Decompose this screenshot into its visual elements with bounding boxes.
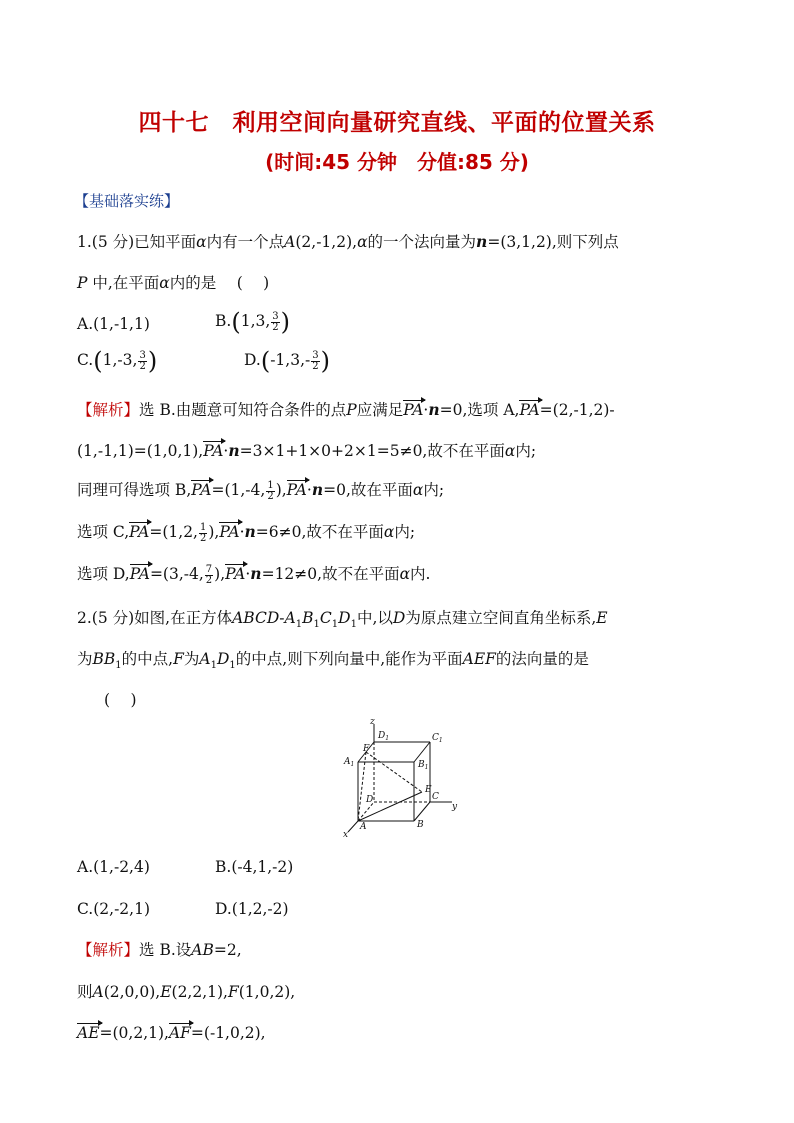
q2-stem-line2: 为$BB_1$的中点,F为$A_1D_1$的中点,则下列向量中,能作为平面AEF的法向量的是 (77, 650, 589, 672)
svg-text:F: F (363, 744, 370, 754)
svg-text:E: E (425, 785, 432, 795)
svg-text:A1: $A_1$ (344, 757, 355, 768)
section-heading: 【基础落实练】 (74, 192, 180, 210)
svg-text:A: A (360, 822, 367, 832)
q2-option-b: B.(-4,1,-2) (215, 858, 294, 876)
svg-text:C1: $C_1$ (432, 733, 443, 744)
cube-figure (340, 716, 464, 838)
q2-option-c: C.(2,-2,1) (77, 900, 151, 918)
q2-solution-line2: 则A(2,0,0),E(2,2,1),F(1,0,2), (77, 983, 296, 1001)
q1-solution-line2: (1,-1,1)=(1,0,1),PA·n=3×1+1×0+2×1=5≠0,故不在平面α内; (77, 441, 537, 460)
q1-solution-line4: 选项 C,PA=(1,2, $\frac{1}{2}$ ),PA·n=6≠0,故不在平面α内; (77, 521, 416, 544)
q1-option-b: B.(1,3, $\frac{3}{2}$ ) (215, 308, 291, 336)
q1-option-a: A.(1,-1,1) (77, 315, 150, 333)
svg-text:B1: $B_1$ (418, 760, 429, 771)
q1-solution-line5: 选项 D,PA=(3,-4, $\frac{7}{2}$ ),PA·n=12≠0,故不在平面α内. (77, 563, 431, 586)
q1-solution-line3: 同理可得选项 B,PA=(1,-4, $\frac{1}{2}$ ),PA·n=0,故在平面α内; (77, 479, 445, 502)
q2-solution-line1: 【解析】选 B.设AB=2, (77, 941, 242, 959)
q1-stem-line2: P 中,在平面α内的是 ( ) (77, 274, 270, 292)
q2-option-d: D.(1,2,-2) (215, 900, 289, 918)
q2-option-a: A.(1,-2,4) (77, 858, 150, 876)
q1-stem-line1: 1.(5 分)已知平面α内有一个点A(2,-1,2),α的一个法向量为n=(3,1,2),则下列点 (77, 232, 619, 251)
q2-stem-line1: 2.(5 分)如图,在正方体ABCD-$A_1B_1C_1D_1$中,以D为原点建立空间直角坐标系,E (77, 609, 608, 631)
q1-solution-line1: 【解析】选 B.由题意可知符合条件的点P应满足PA·n=0,选项 A,PA=(2,-1,2)- (77, 400, 615, 419)
q2-solution-line3: AE=(0,2,1),AF=(-1,0,2), (77, 1024, 266, 1042)
svg-text:x: x (343, 830, 349, 838)
svg-text:D1: $D_1$ (378, 731, 390, 742)
svg-text:B: B (417, 820, 424, 830)
q2-answer-blank: ( ) (104, 691, 137, 709)
page-title: 四十七 利用空间向量研究直线、平面的位置关系 (138, 110, 656, 136)
svg-text:D: D (366, 795, 374, 805)
svg-text:y: y (452, 802, 458, 812)
svg-text:C: C (432, 792, 439, 802)
svg-text:z: z (370, 717, 375, 727)
page-subtitle: (时间:45 分钟 分值:85 分) (265, 150, 529, 174)
q1-option-d: D.(-1,3,- $\frac{3}{2}$ ) (244, 347, 330, 375)
q1-option-c: C.(1,-3, $\frac{3}{2}$ ) (77, 347, 158, 375)
